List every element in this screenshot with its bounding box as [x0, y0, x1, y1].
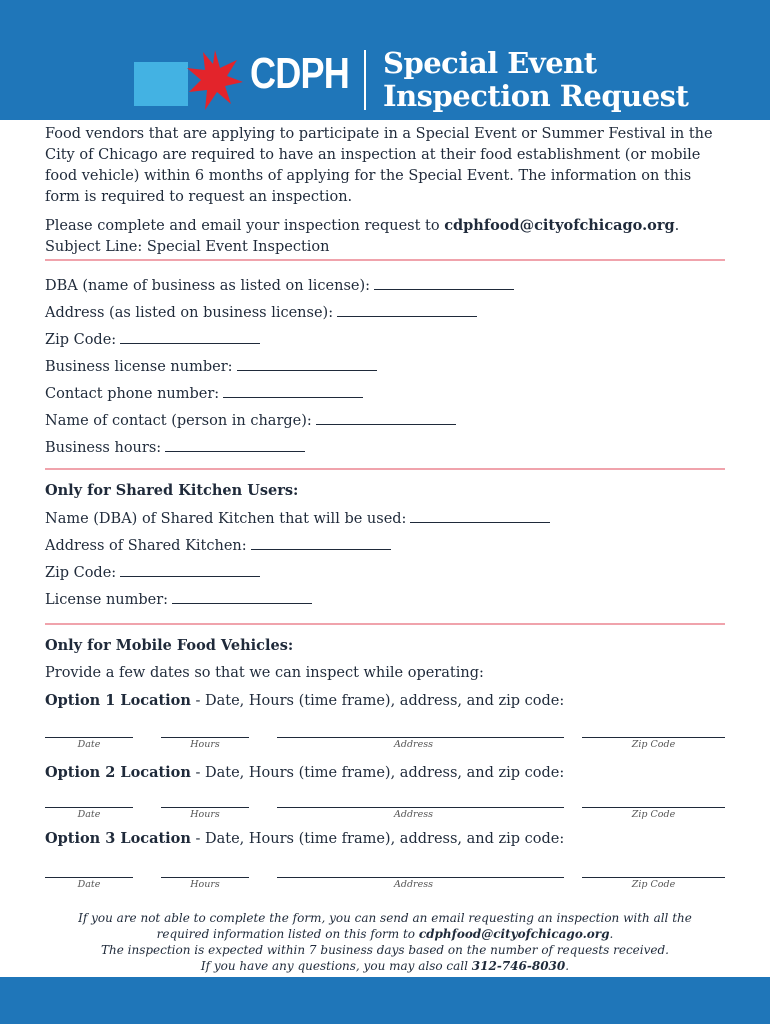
- date-label: Date: [77, 879, 101, 890]
- option-2-heading: [45, 763, 564, 783]
- option-desc: - Date, Hours (time frame), address, and zip code:: [190, 693, 565, 709]
- contact-input[interactable]: [316, 410, 456, 425]
- field-label: Name (DBA) of Shared Kitchen that will be used:: [45, 511, 407, 527]
- shared-zip-field: [45, 562, 260, 583]
- zip-code-input[interactable]: [582, 737, 725, 738]
- option-label: Option 1 Location: [45, 692, 191, 709]
- option-desc: - Date, Hours (time frame), address, and zip code:: [190, 765, 565, 781]
- footer-text: required information listed on this form to: [156, 927, 419, 941]
- shared-dba-field: [45, 508, 550, 529]
- phone-field: [45, 383, 363, 404]
- header-banner: [0, 0, 770, 120]
- title-line-1: Special Event: [383, 46, 597, 80]
- field-label: Zip Code:: [45, 332, 117, 348]
- address-input[interactable]: [277, 807, 564, 808]
- footer-text: If you have any questions, you may also call: [200, 959, 472, 973]
- field-label: Contact phone number:: [45, 386, 220, 402]
- option-label: Option 3 Location: [45, 830, 191, 847]
- dba-field: [45, 275, 514, 296]
- address-input[interactable]: [277, 737, 564, 738]
- footer-text: .: [609, 927, 614, 941]
- footer-text: .: [565, 959, 570, 973]
- title-line-2: Inspection Request: [383, 79, 689, 113]
- zip-code-label: Zip Code: [631, 739, 676, 750]
- hours-input[interactable]: [165, 437, 305, 452]
- hours-label: Hours: [190, 739, 220, 750]
- shared-kitchen-heading: Only for Shared Kitchen Users:: [45, 482, 299, 499]
- footer-line-2: [60, 926, 710, 942]
- shared-address-input[interactable]: [251, 535, 391, 550]
- address-label: Address: [394, 879, 433, 890]
- zip-code-input[interactable]: [582, 807, 725, 808]
- footer-banner: [0, 977, 770, 1024]
- address-label: Address: [394, 809, 433, 820]
- address-input[interactable]: [337, 302, 477, 317]
- mobile-heading: Only for Mobile Food Vehicles:: [45, 637, 294, 654]
- divider: [45, 259, 725, 261]
- email-instruction: [45, 215, 725, 237]
- footer-line-3: The inspection is expected within 7 business days based on the number of requests received.: [100, 943, 669, 957]
- footer-note: [60, 910, 710, 974]
- logo-divider: [364, 50, 366, 110]
- field-label: Address of Shared Kitchen:: [45, 538, 247, 554]
- logo-square: [134, 62, 188, 106]
- email-link[interactable]: cdphfood@cityofchicago.org: [444, 217, 675, 234]
- date-label: Date: [77, 809, 101, 820]
- hours-label: Hours: [190, 809, 220, 820]
- date-input[interactable]: [45, 877, 133, 878]
- page-title: [383, 47, 688, 113]
- field-label: DBA (name of business as listed on license):: [45, 278, 371, 294]
- field-label: Business hours:: [45, 440, 162, 456]
- footer-line-1: If you are not able to complete the form, you can send an email requesting an inspection with all the: [78, 911, 692, 925]
- hours-label: Hours: [190, 879, 220, 890]
- phone-input[interactable]: [223, 383, 363, 398]
- email-prefix: Please complete and email your inspection request to: [45, 218, 445, 234]
- shared-license-input[interactable]: [172, 589, 312, 604]
- footer-line-4: [60, 958, 710, 974]
- zip-code-label: Zip Code: [631, 809, 676, 820]
- dba-input[interactable]: [374, 275, 514, 290]
- field-label: Address (as listed on business license):: [45, 305, 334, 321]
- field-label: Zip Code:: [45, 565, 117, 581]
- shared-zip-input[interactable]: [120, 562, 260, 577]
- shared-dba-input[interactable]: [410, 508, 550, 523]
- address-label: Address: [394, 739, 433, 750]
- zip-field: [45, 329, 260, 350]
- date-label: Date: [77, 739, 101, 750]
- address-input[interactable]: [277, 877, 564, 878]
- field-label: Business license number:: [45, 359, 233, 375]
- date-input[interactable]: [45, 737, 133, 738]
- license-field: [45, 356, 377, 377]
- footer-phone[interactable]: 312-746-8030: [471, 959, 566, 973]
- shared-address-field: [45, 535, 391, 556]
- hours-input[interactable]: [161, 737, 249, 738]
- zip-code-label: Zip Code: [631, 879, 676, 890]
- field-label: Name of contact (person in charge):: [45, 413, 312, 429]
- intro-paragraph: Food vendors that are applying to participate in a Special Event or Summer Festival in the City of Chicago are required to have an inspection at their food establishment (or mobile food vehicle) within 6 months of applying for the Special Event. The information on this form is required to request an inspection.: [45, 126, 713, 205]
- subject-line: Subject Line: Special Event Inspection: [45, 239, 330, 255]
- zip-input[interactable]: [120, 329, 260, 344]
- hours-field: [45, 437, 305, 458]
- address-field: [45, 302, 477, 323]
- date-input[interactable]: [45, 807, 133, 808]
- mobile-instruction: Provide a few dates so that we can inspect while operating:: [45, 665, 484, 681]
- shared-license-field: [45, 589, 312, 610]
- option-label: Option 2 Location: [45, 764, 191, 781]
- divider: [45, 468, 725, 470]
- star-icon: [187, 48, 243, 112]
- hours-input[interactable]: [161, 807, 249, 808]
- hours-input[interactable]: [161, 877, 249, 878]
- license-input[interactable]: [237, 356, 377, 371]
- option-3-heading: [45, 829, 564, 849]
- zip-code-input[interactable]: [582, 877, 725, 878]
- option-desc: - Date, Hours (time frame), address, and zip code:: [190, 831, 565, 847]
- footer-email-link[interactable]: cdphfood@cityofchicago.org: [418, 927, 610, 941]
- contact-field: [45, 410, 456, 431]
- divider: [45, 623, 725, 625]
- field-label: License number:: [45, 592, 169, 608]
- email-suffix: .: [674, 218, 680, 234]
- intro-section: [45, 124, 725, 258]
- logo-text: CDPH: [250, 49, 349, 98]
- option-1-heading: [45, 691, 564, 711]
